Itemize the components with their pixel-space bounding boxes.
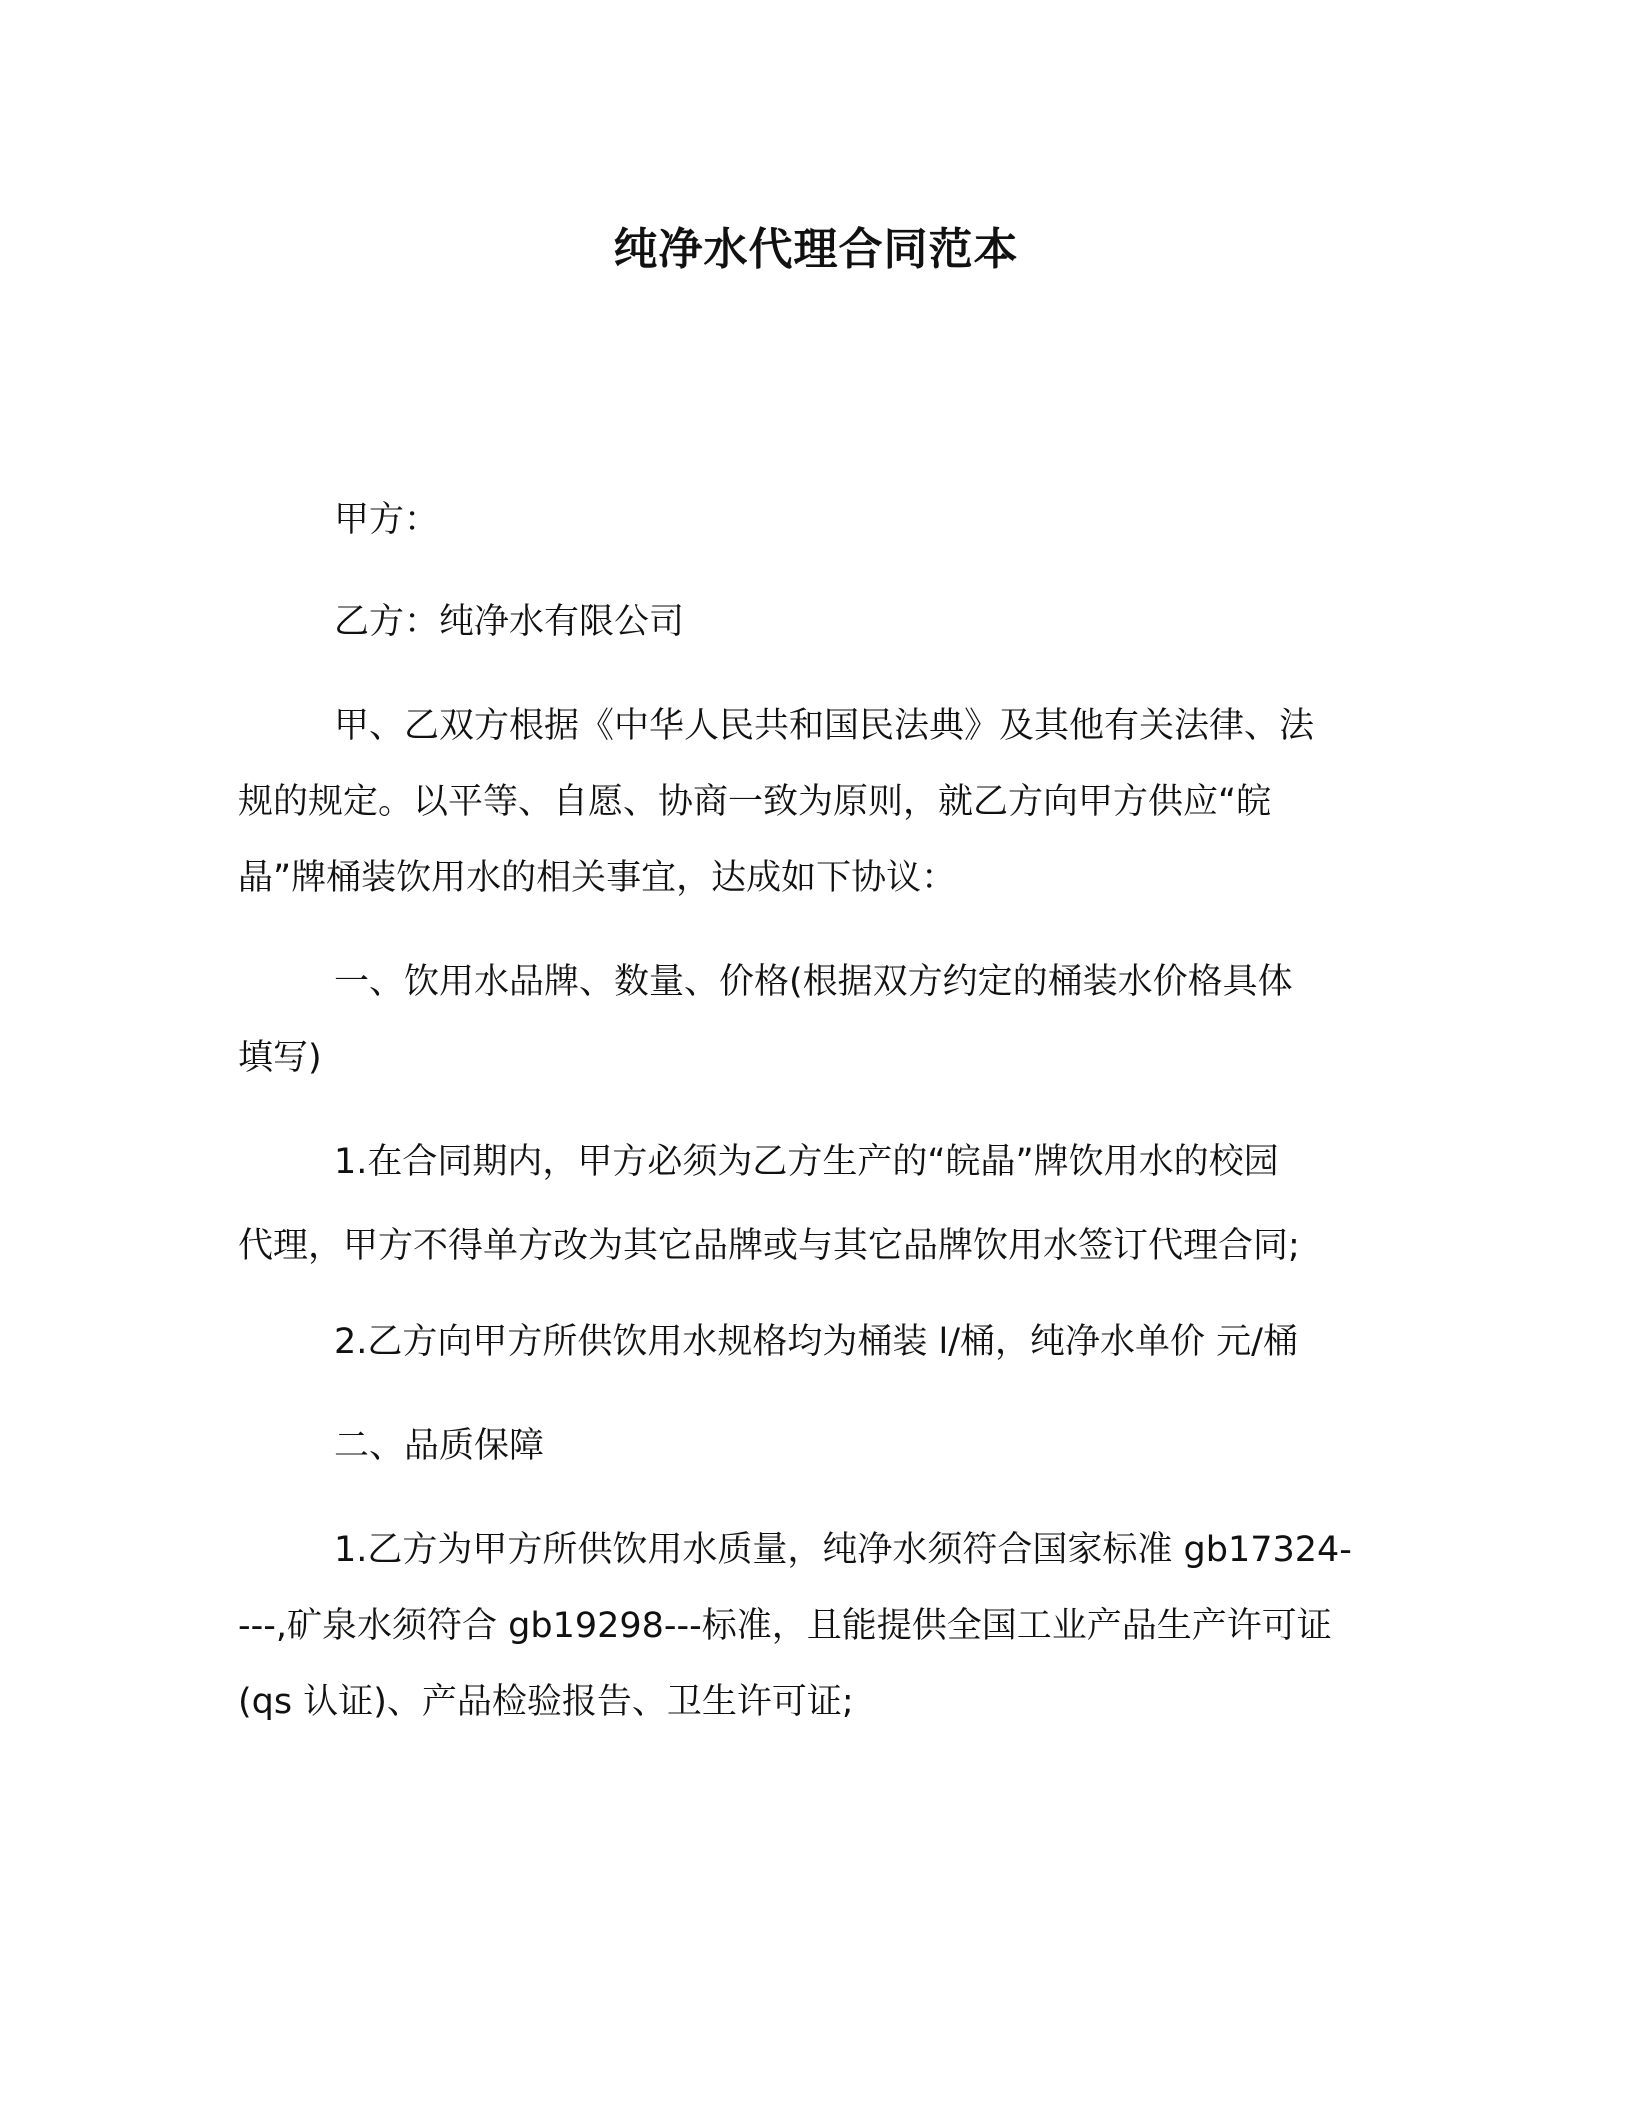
- clause-2-1-line-1: 1.乙方为甲方所供饮用水质量，纯净水须符合国家标准 gb17324-: [334, 1530, 1352, 1570]
- clause-2-1-line-2: ---,矿泉水须符合 gb19298---标准，且能提供全国工业产品生产许可证: [238, 1606, 1332, 1646]
- preamble-line-1: 甲、乙双方根据《中华人民共和国民法典》及其他有关法律、法: [334, 706, 1315, 746]
- section-1-heading: 一、饮用水品牌、数量、价格(根据双方约定的桶装水价格具体: [334, 962, 1293, 1002]
- clause-1-1-line-2: 代理，甲方不得单方改为其它品牌或与其它品牌饮用水签订代理合同;: [238, 1226, 1300, 1266]
- clause-1-2: 2.乙方向甲方所供饮用水规格均为桶装 l/桶，纯净水单价 元/桶: [334, 1322, 1298, 1362]
- party-b-line: 乙方：纯净水有限公司: [334, 602, 685, 642]
- clause-2-1-line-3: (qs 认证)、产品检验报告、卫生许可证;: [238, 1682, 854, 1722]
- section-1-heading-2: 填写): [238, 1038, 322, 1078]
- preamble-line-3: 晶”牌桶装饮用水的相关事宜，达成如下协议：: [238, 858, 957, 898]
- party-a-line: 甲方：: [334, 500, 440, 540]
- document-title: 纯净水代理合同范本: [613, 224, 1019, 275]
- section-2-heading: 二、品质保障: [334, 1426, 545, 1466]
- preamble-line-2: 规的规定。以平等、自愿、协商一致为原则，就乙方向甲方供应“皖: [238, 782, 1272, 822]
- clause-1-1-line-1: 1.在合同期内，甲方必须为乙方生产的“皖晶”牌饮用水的校园: [334, 1142, 1279, 1182]
